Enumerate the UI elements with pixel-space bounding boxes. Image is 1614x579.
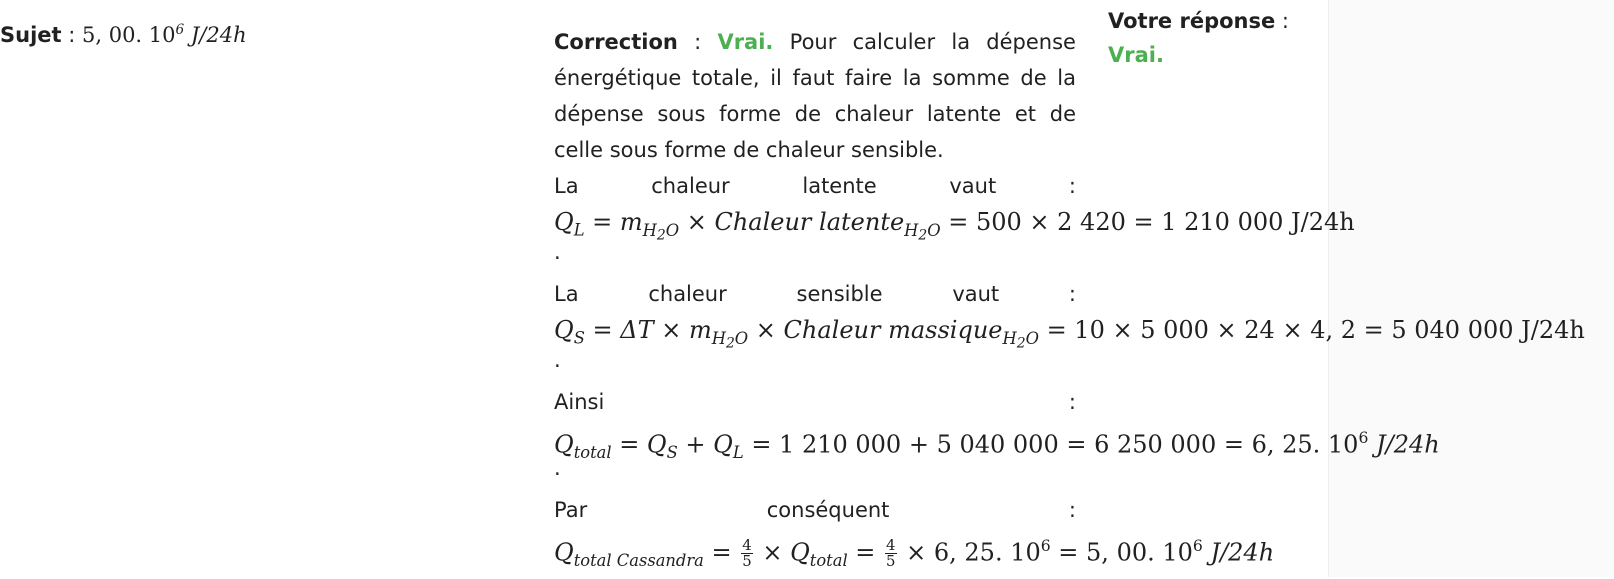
cassandra-equation: $Q_{total Cassandra}$ = $\frac{4}{5}$ × $Q_{total}$ = $\frac{4}{5}$ × 6, 25. $10^6 = 5$, 00. $10^6$ J/24h (554, 535, 1275, 571)
fraction-four-fifths: $\frac{4}{5}$ (742, 535, 752, 571)
correction-verdict: Vrai. (717, 30, 774, 54)
your-answer-value: Vrai. (1108, 43, 1164, 67)
sensible-equation-end-dot: . (554, 348, 561, 372)
your-answer-label: Votre réponse (1108, 9, 1276, 33)
subject-line (0, 22, 247, 47)
correction-separator: : (677, 30, 718, 54)
latent-heat-equation: $Q_L = m_{H_2O}$ × Chaleur latente$_{H_2O}$ = 500 × 2 420 = 1 210 000 J/24h (554, 208, 1355, 244)
total-equation-end-dot: . (554, 456, 561, 480)
total-equation: $Q_{total} = Q_S + Q_L = 1$ 210 000 + 5 040 000 = 6 250 000 = 6, 25. $10^6$ J/24h (554, 429, 1440, 463)
fraction-four-fifths-second: $\frac{4}{5}$ (886, 535, 896, 571)
ainsi-line: Ainsi : (554, 390, 1076, 414)
latent-equation-end-dot: . (554, 240, 561, 264)
correction-label: Correction (554, 30, 678, 54)
latent-heat-line: La chaleur latente vaut : (554, 174, 1076, 198)
correction-intro-text: Pour calculer la dépense énergétique totale, il faut faire la somme de la dépense sous forme de chaleur latente et de celle sous forme de chaleur sensible. (554, 30, 1076, 162)
sensible-heat-line: La chaleur sensible vaut : (554, 282, 1076, 306)
your-answer-block (1108, 4, 1289, 72)
answer-panel-background (1328, 0, 1614, 577)
correction-block (554, 24, 1585, 571)
sensible-heat-equation: $Q_S = \Delta T \times m_{H_2O}$ × Chaleur massique$_{H_2O}$ = 10 × 5 000 × 24 × 4, 2 = 5 040 000 J/24h (554, 316, 1585, 352)
correction-intro (554, 24, 1076, 168)
your-answer-heading (1108, 4, 1289, 38)
subject-value: 5, 00. $10^6$ J/24h (82, 22, 247, 48)
your-answer-separator: : (1275, 9, 1289, 33)
subject-separator: : (61, 23, 82, 48)
subject-label: Sujet (0, 23, 62, 48)
consequent-line: Par conséquent : (554, 498, 1076, 522)
